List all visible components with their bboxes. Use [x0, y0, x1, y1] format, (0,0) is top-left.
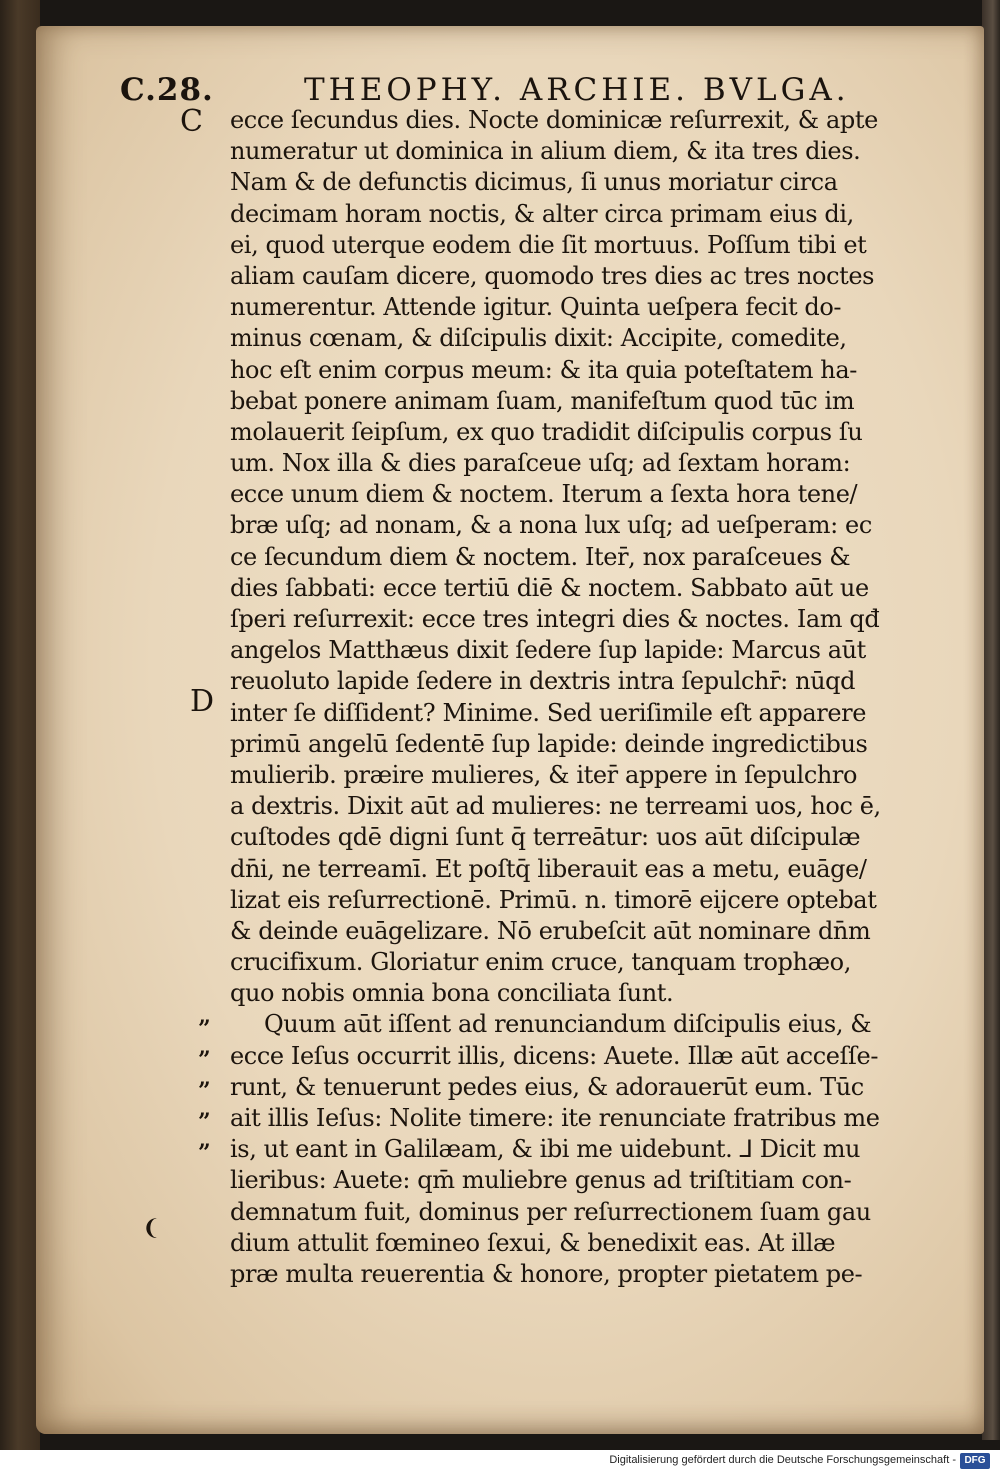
text-line: numerentur. Attende igitur. Quinta ueſpera fecit do-: [230, 293, 842, 322]
text-line: hoc eſt enim corpus meum: & ita quia poteſtatem ha-: [230, 355, 857, 384]
text-line: & deinde euāgelizare. Nō erubeſcit aūt nominare dn̄m: [230, 916, 871, 945]
text-line: præ multa reuerentia & honore, propter pietatem pe-: [230, 1259, 863, 1288]
text-line: primū angelū ſedentē ſup lapide: deinde ingredictibus: [230, 729, 868, 758]
text-line: quo nobis omnia bona conciliata ſunt.: [230, 979, 674, 1008]
quote-mark: ”: [198, 1109, 211, 1135]
footer-bar: [0, 1450, 1000, 1474]
text-line: lieribus: Auete: qm̄ muliebre genus ad triſtitiam con-: [230, 1166, 852, 1195]
text-line: reuoluto lapide ſedere in dextris intra ſepulchr̄: nūqd: [230, 667, 856, 696]
text-line: runt, & tenuerunt pedes eius, & adorauerūt eum. Tūc: [230, 1072, 864, 1101]
text-line: decimam horam noctis, & alter circa primam eius di,: [230, 199, 854, 228]
text-line: dn̄i, ne terreamī. Et poſtq̄ liberauit eas a metu, euāge/: [230, 854, 867, 883]
text-line: aliam cauſam dicere, quomodo tres dies ac tres noctes: [230, 261, 875, 290]
text-line: numeratur ut dominica in alium diem, & ita tres dies.: [230, 137, 861, 166]
text-line: is, ut eant in Galilæam, & ibi me uidebunt. ⅃ Dicit mu: [230, 1135, 861, 1164]
text-line: ſperi reſurrexit: ecce tres integri dies & noctes. Iam qđ: [230, 605, 880, 633]
quote-mark: ”: [198, 1016, 211, 1042]
fore-edge: [982, 0, 1000, 1440]
text-line: mulierib. præire mulieres, & iter̄ appere in ſepulchro: [230, 760, 858, 789]
text-line: ecce unum diem & noctem. Iterum a ſexta hora tene/: [230, 480, 858, 509]
binding-edge: [0, 0, 40, 1474]
margin-mark: ❨: [142, 1216, 161, 1241]
quote-mark: ”: [198, 1140, 211, 1166]
dfg-logo[interactable]: DFG: [960, 1453, 990, 1469]
text-line: angelos Matthæus dixit ſedere ſup lapide: Marcus aūt: [230, 636, 866, 665]
text-line: um. Nox illa & dies paraſceue uſq; ad ſextam horam:: [230, 449, 851, 478]
text-line: dium attulit fœmineo ſexui, & benedixit eas. At illæ: [230, 1228, 836, 1257]
text-line: ecce Ieſus occurrit illis, dicens: Auete. Illæ aūt acceſſe-: [230, 1041, 879, 1070]
text-line: Quum aūt iſſent ad renunciandum diſcipulis eius, &: [264, 1010, 872, 1039]
margin-letter-c: C: [180, 104, 203, 139]
text-line: bræ uſq; ad nonam, & a nona lux uſq; ad ueſperam: ec: [230, 511, 872, 540]
text-line: Nam & de defunctis dicimus, ſi unus moriatur circa: [230, 168, 838, 197]
running-title: THEOPHY. ARCHIE. BVLGA.: [304, 72, 850, 108]
text-line: ce ſecundum diem & noctem. Iter̄, nox paraſceues &: [230, 542, 851, 571]
text-line: dies ſabbati: ecce tertiū diē & noctem. Sabbato aūt ue: [230, 573, 869, 602]
text-line: cuſtodes qdē digni ſunt q̄ terreātur: uos aūt diſcipulæ: [230, 823, 861, 852]
text-line: ecce ſecundus dies. Nocte dominicæ reſurrexit, & apte: [230, 106, 878, 134]
funding-credit: Digitalisierung gefördert durch die Deutsche Forschungsgemeinschaft -: [609, 1454, 956, 1466]
text-line: ait illis Ieſus: Nolite timere: ite renunciate fratribus me: [230, 1104, 880, 1132]
text-line: lizat eis reſurrectionē. Primū. n. timorē eijcere optebat: [230, 885, 877, 914]
quote-mark: ”: [198, 1047, 211, 1073]
text-line: a dextris. Dixit aūt ad mulieres: ne terreami uos, hoc ē,: [230, 792, 881, 821]
margin-letter-d: D: [190, 684, 215, 719]
text-line: bebat ponere animam ſuam, manifeſtum quod tūc im: [230, 386, 855, 415]
text-line: molauerit ſeipſum, ex quo tradidit diſcipulis corpus ſu: [230, 417, 863, 446]
text-line: minus cœnam, & diſcipulis dixit: Accipite, comedite,: [230, 324, 847, 353]
text-line: demnatum fuit, dominus per reſurrectionem ſuam gau: [230, 1197, 871, 1226]
text-line: inter ſe diſſident? Minime. Sed ueriſimile eſt apparere: [230, 698, 867, 727]
text-line: crucifixum. Gloriatur enim cruce, tanquam trophæo,: [230, 948, 851, 977]
body-text: [230, 105, 930, 1290]
quote-mark: ”: [198, 1078, 211, 1104]
text-line: ei, quod uterque eodem die ſit mortuus. Poſſum tibi et: [230, 230, 867, 259]
folio-number: C.28.: [120, 72, 214, 108]
